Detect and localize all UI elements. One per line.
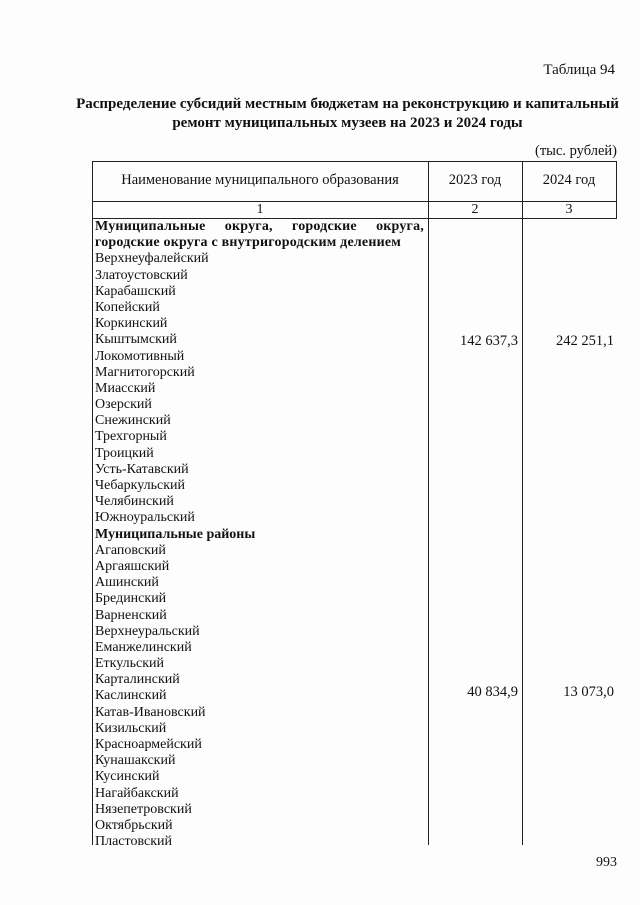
table-body bbox=[92, 219, 428, 850]
municipality-row: Агаповский bbox=[95, 542, 166, 558]
municipality-row: Усть-Катавский bbox=[95, 461, 189, 477]
group2-list bbox=[92, 543, 428, 851]
municipality-row: Верхнеуральский bbox=[95, 623, 200, 639]
table-number-label: Таблица 94 bbox=[543, 62, 615, 78]
municipality-row: Озерский bbox=[95, 397, 152, 413]
municipality-row: Южноуральский bbox=[95, 510, 195, 526]
municipality-row: Каслинский bbox=[95, 688, 167, 704]
page-number: 993 bbox=[596, 855, 617, 870]
column-number-2: 2 bbox=[471, 201, 479, 217]
municipality-row: Коркинский bbox=[95, 316, 168, 332]
municipality-row: Карталинский bbox=[95, 672, 180, 688]
column-number-1: 1 bbox=[256, 201, 264, 217]
municipality-row: Пластовский bbox=[95, 834, 172, 850]
municipality-row: Еманжелинский bbox=[95, 639, 192, 655]
municipality-row: Снежинский bbox=[95, 413, 171, 429]
municipality-row: Аргаяшский bbox=[95, 558, 170, 574]
municipality-row: Челябинский bbox=[95, 494, 174, 510]
municipality-row: Троицкий bbox=[95, 445, 154, 461]
municipality-row: Локомотивный bbox=[95, 348, 185, 364]
municipality-row: Златоустовский bbox=[95, 267, 188, 283]
column-header-name: Наименование муниципального образования bbox=[121, 172, 399, 188]
municipality-row: Красноармейский bbox=[95, 737, 202, 753]
municipality-row: Катав-Ивановский bbox=[95, 704, 206, 720]
group1-value-2023: 142 637,3 bbox=[460, 333, 518, 349]
municipality-row: Карабашский bbox=[95, 283, 176, 299]
municipality-row: Брединский bbox=[95, 591, 167, 607]
column-header-2024: 2024 год bbox=[542, 172, 596, 188]
table-title: Распределение субсидий местным бюджетам на реконструкцию и капитальный ремонт муниципальных музеев на 2023 и 2024 годы bbox=[76, 96, 619, 131]
column-header-2023: 2023 год bbox=[448, 172, 502, 188]
municipality-row: Нагайбакский bbox=[95, 785, 179, 801]
group2-value-2024: 13 073,0 bbox=[563, 684, 614, 700]
municipality-row: Кыштымский bbox=[95, 332, 177, 348]
municipality-row: Миасский bbox=[95, 380, 156, 396]
units-label: (тыс. рублей) bbox=[535, 143, 617, 159]
municipality-row: Еткульский bbox=[95, 656, 165, 672]
municipality-row: Кунашакский bbox=[95, 753, 176, 769]
group2-value-2023: 40 834,9 bbox=[467, 684, 518, 700]
municipality-row: Октябрьский bbox=[95, 817, 173, 833]
municipality-row: Кизильский bbox=[95, 720, 167, 736]
subsidy-table bbox=[92, 161, 616, 850]
municipality-row: Нязепетровский bbox=[95, 801, 192, 817]
municipality-row: Копейский bbox=[95, 299, 160, 315]
municipality-row: Чебаркульский bbox=[95, 478, 186, 494]
municipality-row: Кусинский bbox=[95, 769, 160, 785]
municipality-row: Магнитогорский bbox=[95, 364, 195, 380]
group1-list bbox=[92, 251, 428, 526]
municipality-row: Верхнеуфалейский bbox=[95, 251, 209, 267]
municipality-row: Ашинский bbox=[95, 575, 159, 591]
column-number-3: 3 bbox=[565, 201, 573, 217]
group-heading-rayony: Муниципальные районы bbox=[95, 526, 256, 542]
municipality-row: Трехгорный bbox=[95, 429, 167, 445]
group1-value-2024: 242 251,1 bbox=[556, 333, 614, 349]
municipality-row: Варненский bbox=[95, 607, 167, 623]
group-heading-okruga: Муниципальные округа, городские округа, городские округа с внутригородским делением bbox=[95, 219, 424, 251]
